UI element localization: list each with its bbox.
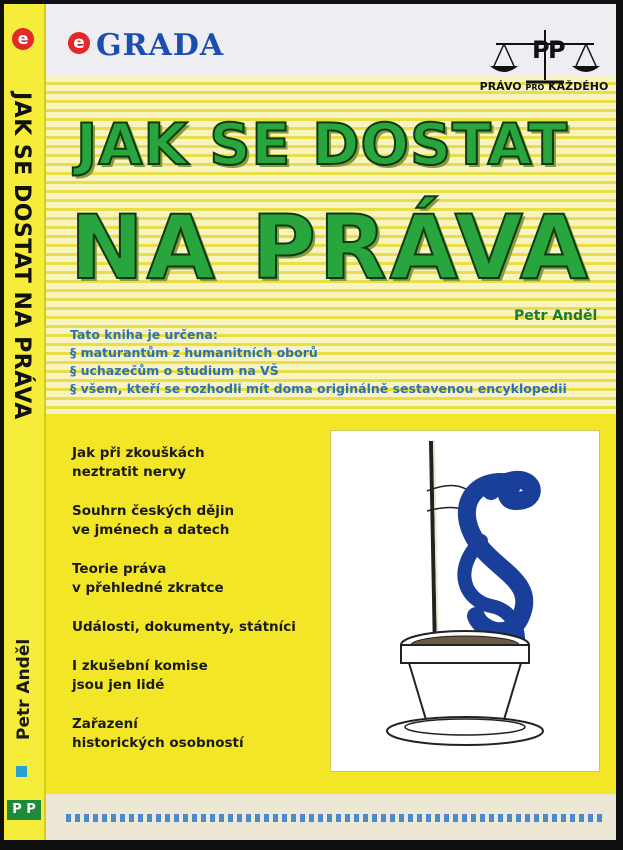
front-cover xyxy=(46,4,616,840)
book-spine xyxy=(4,4,46,840)
publisher-name: GRADA xyxy=(96,28,225,63)
title-line-2: NA PRÁVA xyxy=(70,196,592,299)
bottom-dot-pattern xyxy=(66,814,606,822)
svg-text:P: P xyxy=(548,36,566,64)
feature-item: Teorie práva v přehledné zkratce xyxy=(72,561,224,596)
intro-line: § uchazečům o studium na VŠ xyxy=(70,363,279,378)
feature-item: I zkušební komise jsou jen lidé xyxy=(72,658,208,693)
title-line-1: JAK SE DOSTAT xyxy=(76,112,569,178)
spine-series-logo: P P xyxy=(7,800,41,820)
feature-list xyxy=(72,444,332,773)
section-sign-plant-pot-illustration xyxy=(330,430,600,772)
svg-text:P: P xyxy=(532,36,550,64)
series-label: PRÁVO PRO KAŽDÉHO xyxy=(479,80,609,93)
intro-line: § maturantům z humanitních oborů xyxy=(70,345,318,360)
grada-logo-icon: e xyxy=(12,28,34,50)
spine-author: Petr Anděl xyxy=(14,638,34,740)
feature-item: Jak při zkouškách neztratit nervy xyxy=(72,445,205,480)
author-name: Petr Anděl xyxy=(514,308,598,324)
feature-item: Zařazení historických osobností xyxy=(72,716,244,751)
intro-line: Tato kniha je určena: xyxy=(70,327,218,342)
spine-title: JAK SE DOSTAT NA PRÁVA xyxy=(9,92,34,420)
feature-item: Souhrn českých dějin ve jménech a datech xyxy=(72,503,235,538)
spine-blue-square xyxy=(16,766,27,777)
feature-item: Události, dokumenty, státníci xyxy=(72,619,296,635)
intro-text xyxy=(70,326,610,398)
book xyxy=(4,4,616,840)
intro-line: § všem, kteří se rozhodli mít doma originálně sestavenou encyklopedii xyxy=(70,381,567,396)
grada-logo-icon: e xyxy=(68,32,90,54)
